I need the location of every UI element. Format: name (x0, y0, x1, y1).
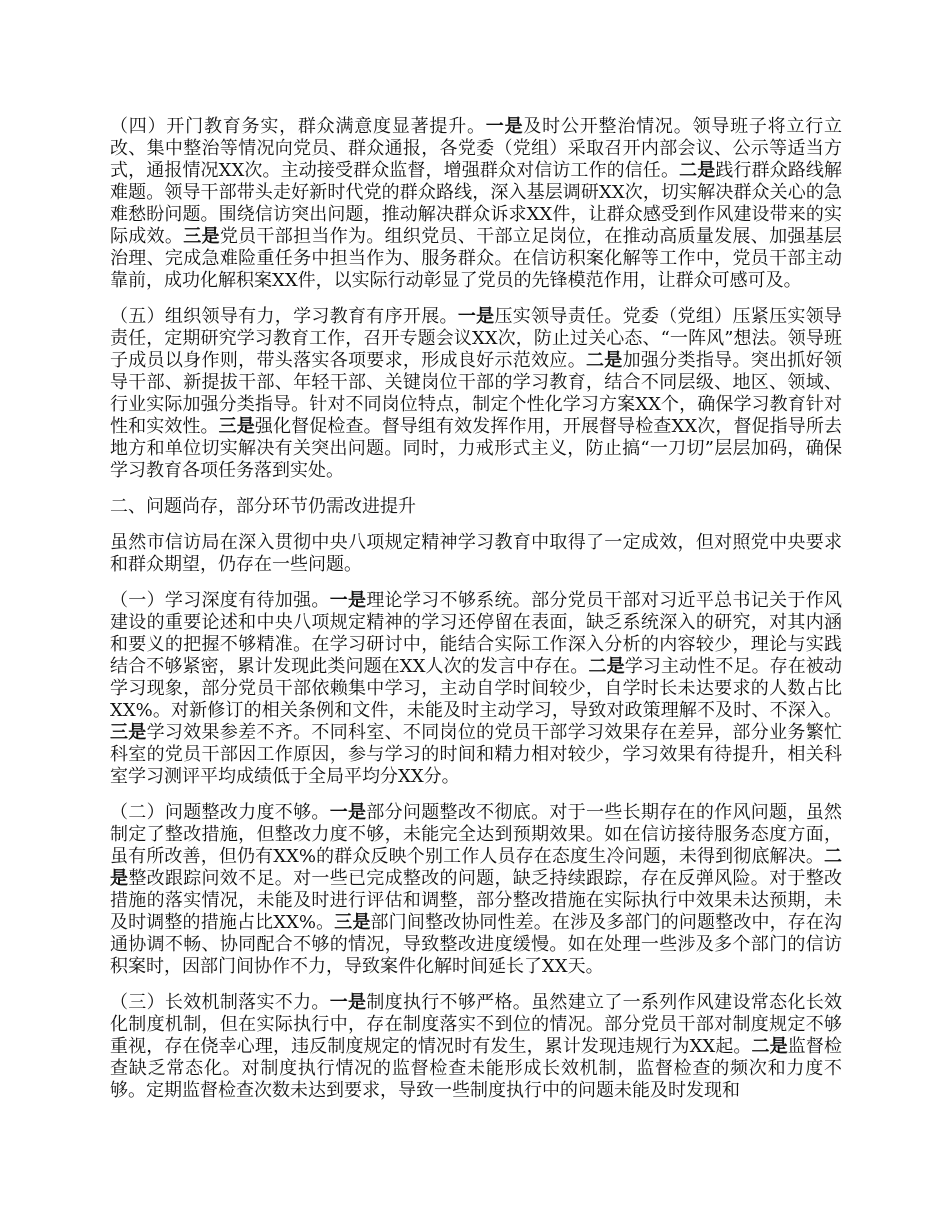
text-run: 部门间整改协同性差。在涉及多部门的问题整改中，存在沟通协调不畅、协同配合不够的情况，导致整改进度缓慢。如在处理一些涉及多个部门的信访积案时，因部门间协作不力，导致案件化解时间延长了XX天。 (110, 912, 843, 977)
bold-marker: 二是 (586, 350, 623, 371)
bold-marker: 三是 (334, 912, 371, 933)
text-run: 整改跟踪问效不足。对一些已完成整改的问题，缺乏持续跟踪，存在反弹风险。对于整改措施的落实情况，未能及时进行评估和调整，部分整改措施在实际执行中效果未达预期，未及时调整的措施占比XX%。 (110, 868, 843, 933)
bold-marker: 一是 (457, 306, 495, 327)
paragraph (110, 306, 842, 482)
bold-marker: 二是 (679, 160, 716, 181)
text-run: （三）长效机制落实不力。 (110, 992, 330, 1013)
text-run: 压实领导责任。党委（党组）压紧压实领导责任，定期研究学习教育工作，召开专题会议XX次，防止过关心态、“一阵风”想法。领导班子成员以身作则，带头落实各项要求，形成良好示范效应。 (110, 306, 843, 371)
section-heading (110, 496, 842, 518)
text-run: 践行群众路线解难题。领导干部带头走好新时代党的群众路线，深入基层调研XX次，切实解决群众关心的急难愁盼问题。围绕信访突出问题，推动解决群众诉求XX件，让群众感受到作风建设带来的实际成效。 (110, 160, 842, 247)
bold-marker: 二是 (751, 1036, 788, 1057)
bold-marker: 一是 (329, 992, 367, 1013)
bold-marker: 三是 (218, 416, 255, 437)
text-run: 学习效果参差不齐。不同科室、不同岗位的党员干部学习效果存在差异，部分业务繁忙科室的党员干部因工作原因，参与学习的时间和精力相对较少，学习效果有待提升，相关科室学习测评平均成绩低于全局平均分XX分。 (110, 722, 843, 787)
text-run: （一）学习深度有待加强。 (110, 590, 330, 611)
bold-marker: 一是 (329, 590, 367, 611)
bold-marker: 一是 (485, 116, 524, 137)
text-run: 学习主动性不足。存在被动学习现象，部分党员干部依赖集中学习，主动自学时间较少，自学时长未达要求的人数占比XX%。对新修订的相关条例和文件，未能及时主动学习，导致对政策理解不及时、不深入。 (110, 656, 843, 721)
text-run: （二）问题整改力度不够。 (110, 802, 330, 823)
bold-marker: 三是 (110, 722, 147, 743)
text-run: 理论学习不够系统。部分党员干部对习近平总书记关于作风建设的重要论述和中央八项规定精神的学习还停留在表面，缺乏系统深入的研究，对其内涵和要义的把握不够精准。在学习研讨中，能结合实际工作深入分析的内容较少，理论与实践结合不够紧密，累计发现此类问题在XX人次的发言中存在。 (110, 590, 843, 677)
document-body (110, 116, 842, 1116)
text-run: 及时公开整治情况。领导班子将立行立改、集中整治等情况向党员、群众通报，各党委（党组）采取召开内部会议、公示等适当方式，通报情况XX次。主动接受群众监督，增强群众对信访工作的信任。 (110, 116, 843, 181)
text-run: 虽然市信访局在深入贯彻中央八项规定精神学习教育中取得了一定成效，但对照党中央要求和群众期望，仍存在一些问题。 (110, 532, 842, 575)
bold-marker: 三是 (183, 226, 220, 247)
text-run: 强化督促检查。督导组有效发挥作用，开展督导检查XX次，督促指导所去地方和单位切实解决有关突出问题。同时，力戒形式主义，防止搞“一刀切”层层加码，确保学习教育各项任务落到实处。 (110, 416, 842, 481)
text-run: 党员干部担当作为。组织党员、干部立足岗位，在推动高质量发展、加强基层治理、完成急难险重任务中担当作为、服务群众。在信访积案化解等工作中，党员干部主动靠前，成功化解积案XX件，以实际行动彰显了党员的先锋模范作用，让群众可感可及。 (110, 226, 843, 291)
text-run: 加强分类指导。突出抓好领导干部、新提拔干部、年轻干部、关键岗位干部的学习教育，结合不同层级、地区、领域、行业实际加强分类指导。针对不同岗位特点，制定个性化学习方案XX个，确保学习教育针对性和实效性。 (110, 350, 843, 437)
paragraph (110, 992, 842, 1102)
text-run: 制度执行不够严格。虽然建立了一系列作风建设常态化长效化制度机制，但在实际执行中，存在制度落实不到位的情况。部分党员干部对制度规定不够重视，存在侥幸心理，违反制度规定的情况时有发生，累计发现违规行为XX起。 (110, 992, 843, 1057)
text-run: 监督检查缺乏常态化。对制度执行情况的监督检查未能形成长效机制，监督检查的频次和力度不够。定期监督检查次数未达到要求，导致一些制度执行中的问题未能及时发现和 (110, 1036, 843, 1101)
paragraph (110, 532, 842, 576)
paragraph (110, 590, 842, 788)
text-run: 部分问题整改不彻底。对于一些长期存在的作风问题，虽然制定了整改措施，但整改力度不够，未能完全达到预期效果。如在信访接待服务态度方面，虽有所改善，但仍有XX%的群众反映个别工作人员存在态度生冷问题，未得到彻底解决。 (110, 802, 843, 867)
paragraph (110, 116, 842, 292)
text-run: （四）开门教育务实，群众满意度显著提升。 (110, 116, 486, 137)
bold-marker: 一是 (329, 802, 367, 823)
bold-marker: 二是 (588, 656, 625, 677)
paragraph (110, 802, 842, 978)
text-run: （五）组织领导有力，学习教育有序开展。 (110, 306, 458, 327)
bold-marker: 二是 (110, 846, 842, 889)
text-run: 二、问题尚存，部分环节仍需改进提升 (110, 496, 416, 517)
